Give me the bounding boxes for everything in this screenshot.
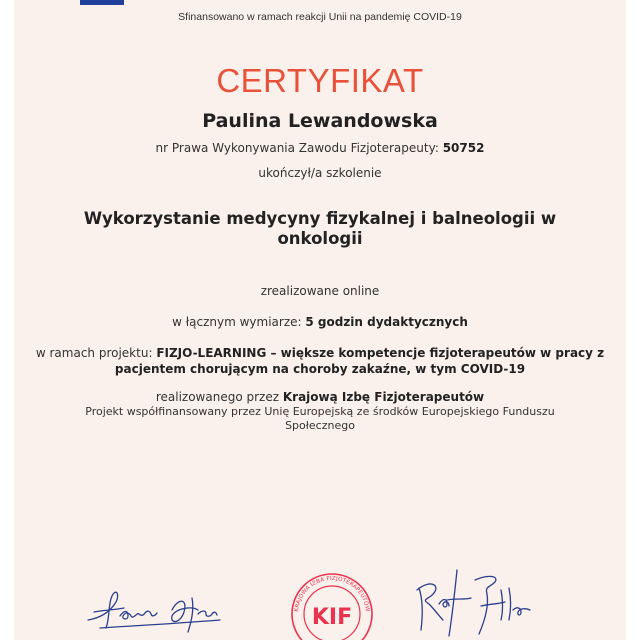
cofunding-text: Projekt współfinansowany przez Unię Europejską ze środków Europejskiego Funduszu Społecznego xyxy=(85,405,555,432)
project-label: w ramach projektu: xyxy=(35,346,153,360)
hours-label: w łącznym wymiarze: xyxy=(172,315,302,329)
license-number: 50752 xyxy=(442,141,485,155)
hours-value: 5 godzin dydaktycznych xyxy=(305,315,468,329)
certificate-page xyxy=(14,0,626,640)
organizer-name: Krajową Izbę Fizjoterapeutów xyxy=(282,390,485,404)
signature-right xyxy=(409,560,559,640)
recipient-name: Paulina Lewandowska xyxy=(202,110,438,132)
eu-flag-fragment xyxy=(80,0,124,5)
license-label: nr Prawa Wykonywania Zawodu Fizjoterapeuty: xyxy=(155,141,439,155)
project-name: FIZJO-LEARNING – większe kompetencje fizjoterapeutów w pracy z pacjentem chorującym na choroby zakaźne, w tym COVID-19 xyxy=(114,346,605,376)
organizer-label: realizowanego przez xyxy=(155,390,280,404)
project-line xyxy=(24,345,616,377)
seal-logo-text: KIF xyxy=(311,605,353,630)
kif-seal-icon xyxy=(285,568,379,640)
course-title: Wykorzystanie medycyny fizykalnej i balneologii w onkologii xyxy=(83,209,557,248)
hours-line xyxy=(14,315,626,329)
license-line xyxy=(14,141,626,155)
organizer-line xyxy=(14,390,626,404)
funding-note: Sfinansowano w ramach reakcji Unii na pandemię COVID-19 xyxy=(178,11,462,23)
mode-text: zrealizowane online xyxy=(260,284,380,298)
completed-text: ukończył/a szkolenie xyxy=(258,166,382,180)
certificate-title: CERTYFIKAT xyxy=(216,62,424,99)
seal-ring-text: KRAJOWA IZBA FIZJOTERAPEUTÓW xyxy=(294,575,371,613)
signature-left xyxy=(80,568,240,640)
